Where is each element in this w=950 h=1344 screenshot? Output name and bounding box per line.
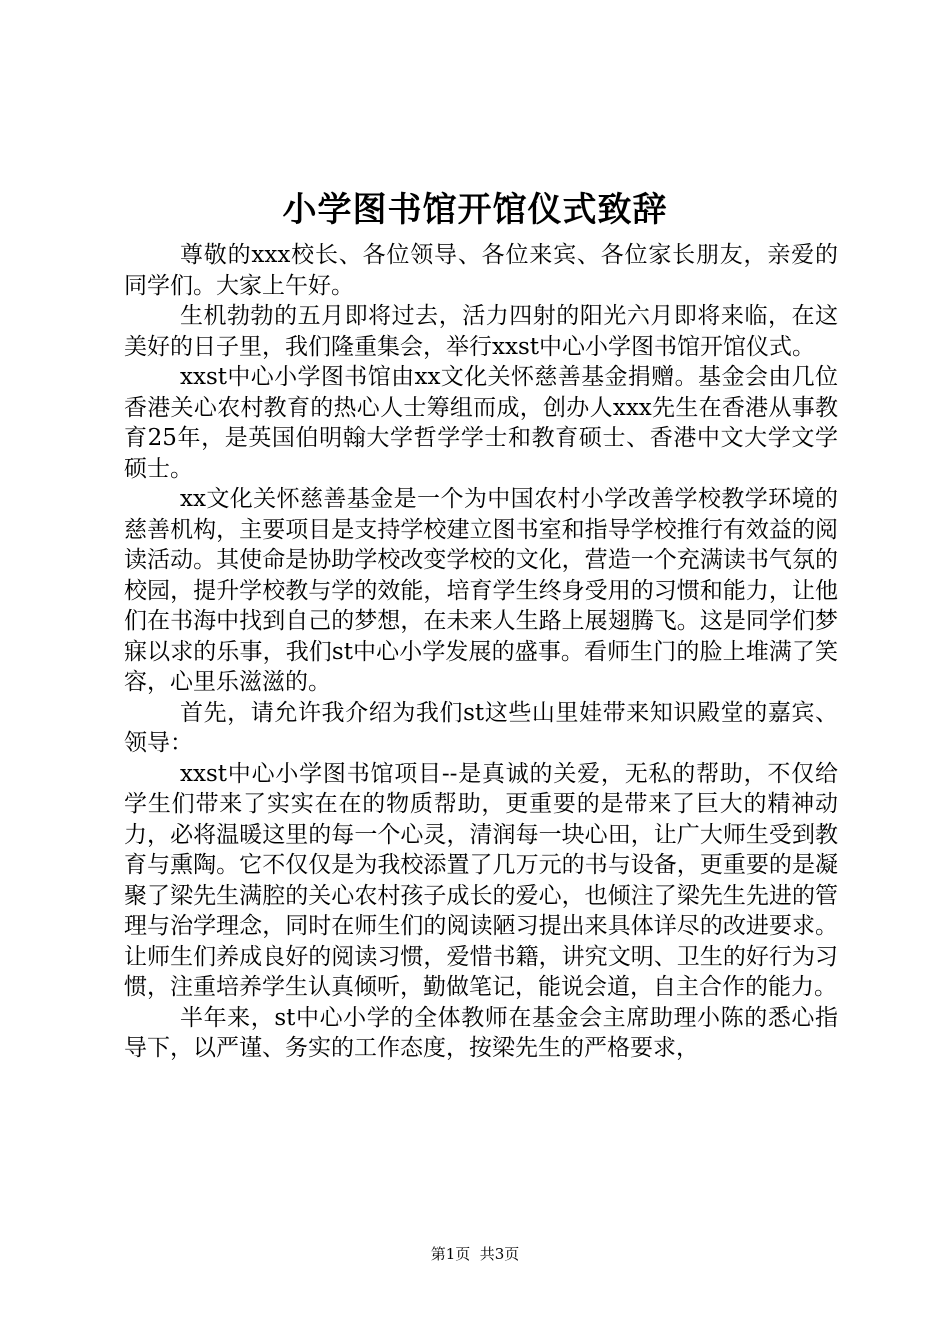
paragraph-opening: 生机勃勃的五月即将过去，活力四射的阳光六月即将来临，在这美好的日子里，我们隆重集会，举行xxst中心小学图书馆开馆仪式。 — [124, 303, 838, 360]
page-footer — [0, 1244, 950, 1264]
page-number: 第1页 共3页 — [430, 1245, 520, 1263]
paragraph-introduction: 首先，请允许我介绍为我们st这些山里娃带来知识殿堂的嘉宾、领导： — [124, 699, 838, 756]
paragraph-donation: xxst中心小学图书馆由xx文化关怀慈善基金捐赠。基金会由几位香港关心农村教育的热心人士筹组而成，创办人xxx先生在香港从事教育25年，是英国伯明翰大学哲学学士和教育硕士、香港中文大学文学硕士。 — [124, 364, 838, 482]
paragraph-project: xxst中心小学图书馆项目--是真诚的关爱，无私的帮助，不仅给学生们带来了实实在在的物质帮助，更重要的是带来了巨大的精神动力，必将温暖这里的每一个心灵，清润每一块心田，让广大师生受到教育与熏陶。它不仅仅是为我校添置了几万元的书与设备，更重要的是凝聚了梁先生满腔的关心农村孩子成长的爱心，也倾注了梁先生先进的管理与治学理念，同时在师生们的阅读陋习提出来具体详尽的改进要求。让师生们养成良好的阅读习惯，爱惜书籍，讲究文明、卫生的好行为习惯，注重培养学生认真倾听，勤做笔记，能说会道，自主合作的能力。 — [124, 760, 838, 1000]
document-body — [124, 240, 838, 1064]
paragraph-foundation: xx文化关怀慈善基金是一个为中国农村小学改善学校教学环境的慈善机构，主要项目是支持学校建立图书室和指导学校推行有效益的阅读活动。其使命是协助学校改变学校的文化，营造一个充满读书气氛的校园，提升学校教与学的效能，培育学生终身受用的习惯和能力，让他们在书海中找到自己的梦想，在未来人生路上展翅腾飞。这是同学们梦寐以求的乐事，我们st中心小学发展的盛事。看师生门的脸上堆满了笑容，心里乐滋滋的。 — [124, 486, 838, 695]
paragraph-half-year: 半年来，st中心小学的全体教师在基金会主席助理小陈的悉心指导下，以严谨、务实的工作态度，按梁先生的严格要求， — [124, 1004, 838, 1061]
document-title: 小学图书馆开馆仪式致辞 — [282, 190, 668, 230]
paragraph-greeting: 尊敬的xxx校长、各位领导、各位来宾、各位家长朋友，亲爱的同学们。大家上午好。 — [124, 242, 838, 299]
